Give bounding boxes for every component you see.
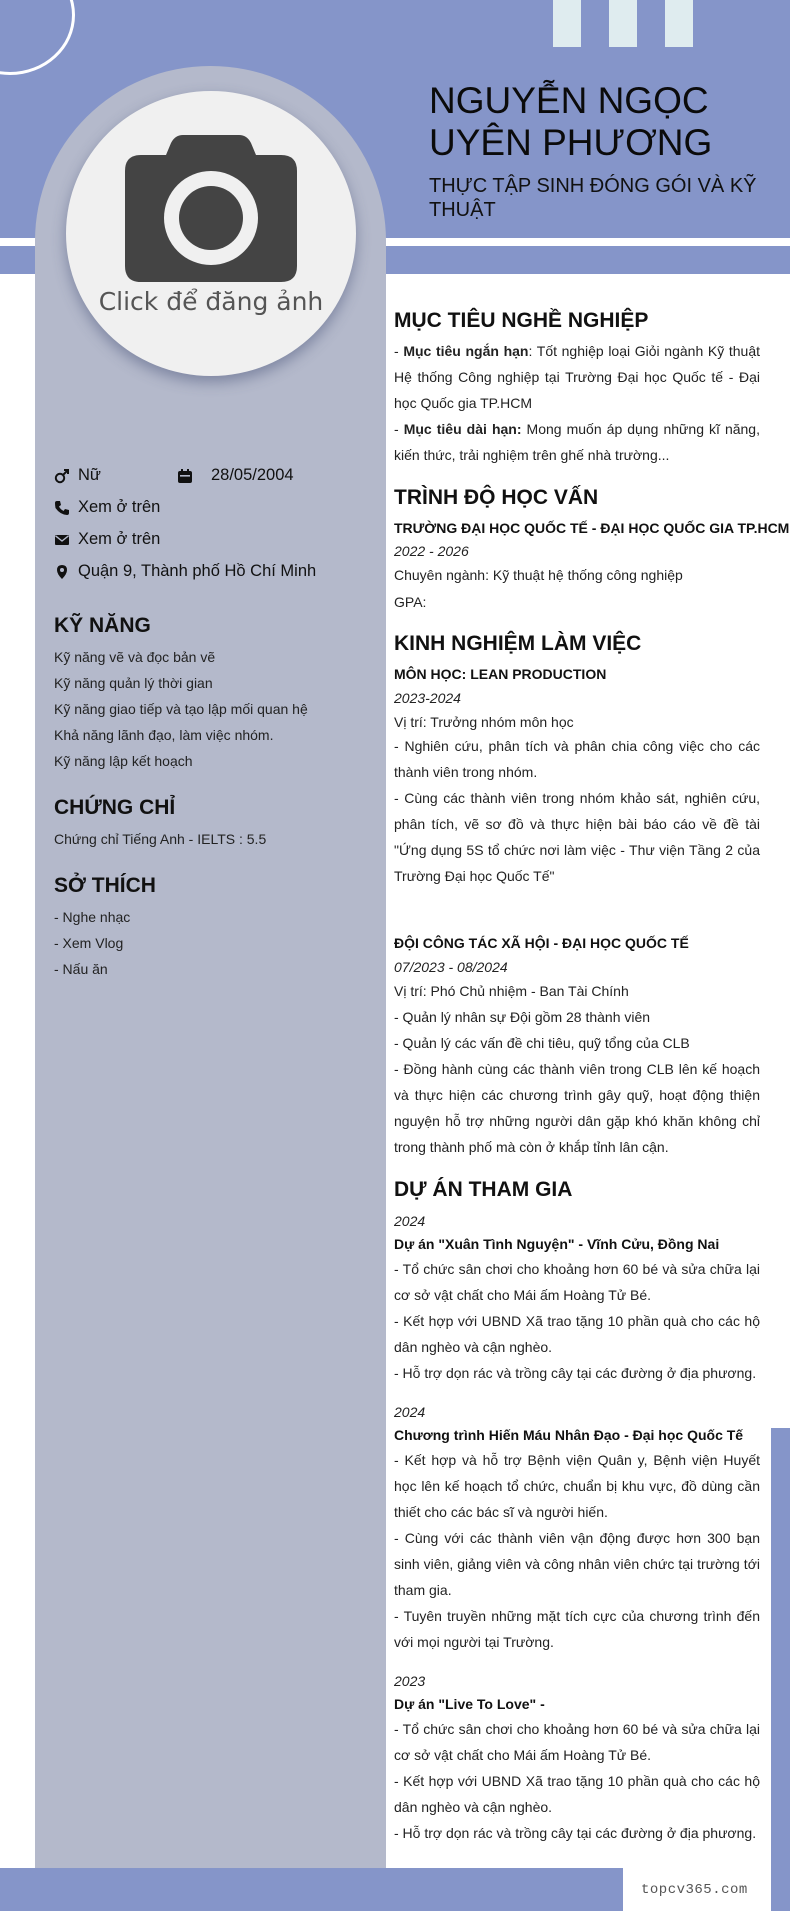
watermark: topcv365.com [641, 1882, 748, 1898]
skills-title: KỸ NĂNG [54, 614, 151, 637]
address-value: Quận 9, Thành phố Hồ Chí Minh [78, 562, 317, 580]
name-line: UYÊN PHƯƠNG [429, 122, 713, 163]
phone-icon [54, 500, 70, 516]
skill-item: Kỹ năng vẽ và đọc bản vẽ [54, 649, 216, 665]
objective-short-text: : Tốt nghiệp loại Giỏi ngành Kỹ thuật Hệ thống Công nghiệp tại Trường Đại học Quốc tế - Đại học Quốc gia TP.HCM [394, 343, 761, 411]
project-year: 2024 [394, 1404, 426, 1420]
address-row [54, 562, 316, 581]
hobby-item: - Nấu ăn [54, 961, 108, 977]
education-period: 2022 - 2026 [394, 543, 469, 559]
experience-desc: - Nghiên cứu, phân tích và phân chia công việc cho các thành viên trong nhóm. - Cùng các thành viên trong nhóm khảo sát, nghiên cứu, phân tích, vẽ sơ đồ và thực hiện bài báo cáo về đề tài "Ứng dụng 5S tổ chức nơi làm việc - Thư viện Tầng 2 của Trường Đại học Quốc Tế" [394, 738, 760, 884]
experience-org: ĐỘI CÔNG TÁC XÃ HỘI - ĐẠI HỌC QUỐC TẾ [394, 935, 689, 951]
bar-decoration [665, 0, 693, 47]
job-title: THỰC TẬP SINH ĐÓNG GÓI VÀ KỸ THUẬT [429, 175, 757, 221]
project-name: Dự án "Live To Love" - [394, 1696, 545, 1712]
experience-period: 07/2023 - 08/2024 [394, 959, 508, 975]
phone-row [54, 498, 160, 517]
birthday-row [177, 466, 294, 485]
objective-title: MỤC TIÊU NGHỀ NGHIỆP [394, 309, 649, 332]
education-gpa: GPA: [394, 594, 427, 610]
hobbies-title: SỞ THÍCH [54, 874, 156, 897]
camera-icon [125, 135, 297, 282]
hobby-item: - Nghe nhạc [54, 909, 131, 925]
project-year: 2024 [394, 1213, 426, 1229]
name-line: NGUYỄN NGỌC [429, 80, 709, 121]
envelope-icon [54, 532, 70, 548]
phone-value: Xem ở trên [78, 498, 161, 516]
hobby-item: - Xem Vlog [54, 935, 124, 951]
education-school: TRƯỜNG ĐẠI HỌC QUỐC TẾ - ĐẠI HỌC QUỐC GIA TP.HCM [394, 520, 790, 536]
project-name: Chương trình Hiến Máu Nhân Đạo - Đại học Quốc Tế [394, 1427, 744, 1443]
bar-decoration [553, 0, 581, 47]
map-pin-icon [54, 564, 70, 580]
objective-long-text: Mong muốn áp dụng những kĩ năng, kiến thức, trải nghiệm trên ghế nhà trường... [394, 421, 760, 463]
project-desc: - Kết hợp và hỗ trợ Bệnh viện Quân y, Bệnh viện Huyết học lên kế hoạch tổ chức, chuẩn bị khu vực, đồ dùng cần thiết cho các bác sĩ và người hiến. - Cùng với các thành viên vận động được hơn 300 bạn sinh viên, giảng viên và công nhân viên chức tại trường tới tham gia. - Tuyên truyền những mặt tích cực của chương trình đến với mọi người tại Trường. [394, 1452, 760, 1650]
experience-role: Vị trí: Trưởng nhóm môn học [394, 714, 574, 730]
bar-decoration [609, 0, 637, 47]
objective-long-label: Mục tiêu dài hạn: [403, 421, 522, 437]
birthday-value: 28/05/2004 [211, 466, 294, 484]
experience-period: 2023-2024 [394, 690, 461, 706]
project-year: 2023 [394, 1673, 426, 1689]
experience-title: KINH NGHIỆM LÀM VIỆC [394, 632, 642, 655]
certificates-title: CHỨNG CHỈ [54, 796, 176, 819]
education-title: TRÌNH ĐỘ HỌC VẤN [394, 486, 599, 509]
certificate-item: Chứng chỉ Tiếng Anh - IELTS : 5.5 [54, 831, 267, 847]
calendar-icon [177, 468, 193, 484]
project-desc: - Tổ chức sân chơi cho khoảng hơn 60 bé và sửa chữa lại cơ sở vật chất cho Mái ấm Hoàng Tử Bé. - Kết hợp với UBND Xã trao tặng 10 phần quà cho các hộ dân nghèo và cận nghèo. - Hỗ trợ dọn rác và trồng cây tại các đường ở địa phương. [394, 1261, 760, 1381]
gender-value: Nữ [78, 466, 101, 484]
experience-org: MÔN HỌC: LEAN PRODUCTION [394, 666, 607, 682]
education-major: Chuyên ngành: Kỹ thuật hệ thống công nghiệp [394, 567, 683, 583]
email-value: Xem ở trên [78, 530, 161, 548]
project-desc: - Tổ chức sân chơi cho khoảng hơn 60 bé và sửa chữa lại cơ sở vật chất cho Mái ấm Hoàng Tử Bé. - Kết hợp với UBND Xã trao tặng 10 phần quà cho các hộ dân nghèo và cận nghèo. - Hỗ trợ dọn rác và trồng cây tại các đường ở địa phương. [394, 1721, 760, 1841]
gender-row [54, 466, 101, 485]
candidate-name [429, 80, 712, 164]
gender-icon [54, 468, 70, 484]
skill-item: Kỹ năng lập kết hoạch [54, 753, 193, 769]
objective-short: - Mục tiêu ngắn hạn: Tốt nghiệp loại Giỏi ngành Kỹ thuật Hệ thống Công nghiệp tại Trường Đại học Quốc tế - Đại học Quốc gia TP.HCM [394, 343, 761, 411]
skill-item: Kỹ năng giao tiếp và tạo lập mối quan hệ [54, 701, 308, 717]
email-row [54, 530, 160, 549]
projects-title: DỰ ÁN THAM GIA [394, 1178, 573, 1201]
skill-item: Kỹ năng quản lý thời gian [54, 675, 213, 691]
objective-long: - Mục tiêu dài hạn: Mong muốn áp dụng những kĩ năng, kiến thức, trải nghiệm trên ghế nhà trường... [394, 421, 760, 463]
experience-role: Vị trí: Phó Chủ nhiệm - Ban Tài Chính [394, 983, 629, 999]
project-name: Dự án "Xuân Tình Nguyện" - Vĩnh Cửu, Đồng Nai [394, 1236, 720, 1252]
skill-item: Khả năng lãnh đạo, làm việc nhóm. [54, 727, 274, 743]
right-accent-strip [771, 1428, 790, 1911]
avatar-upload-label[interactable]: Click để đăng ảnh [98, 287, 324, 316]
objective-short-label: Mục tiêu ngắn hạn [403, 343, 529, 359]
experience-desc: - Quản lý nhân sự Đội gồm 28 thành viên - Quản lý các vấn đề chi tiêu, quỹ tổng của CLB - Đồng hành cùng các thành viên trong CLB lên kế hoạch và thực hiện các chương trình gây quỹ, hoạt động thiện nguyện hỗ trợ những người dân gặp khó khăn không chỉ trong thành phố mà còn ở khắp tỉnh lân cận. [394, 1009, 760, 1155]
